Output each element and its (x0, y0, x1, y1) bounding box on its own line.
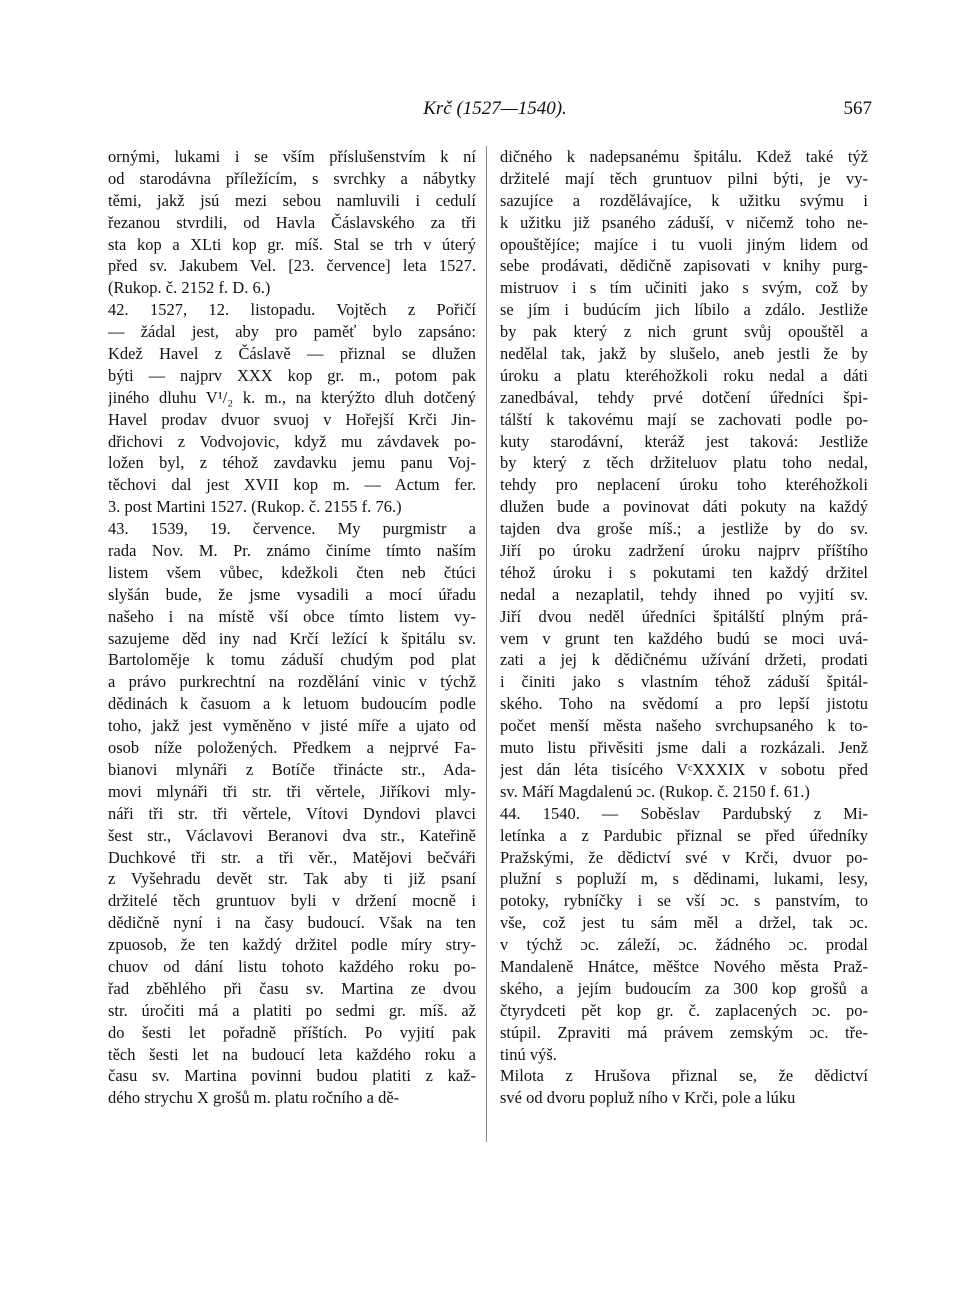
right-column (500, 146, 868, 1109)
left-column-line: těmi, jakž jsú mezi sebou namluvili i cedulí (108, 190, 476, 210)
left-column-line: šest str., Václavovi Beranovi dva str., Kateřině (108, 825, 476, 845)
right-column-line: k užitku již psaného záduší, v ničemž toho ne- (500, 212, 868, 232)
right-column-line: Pražskými, že dědictví své v Krči, dvuor po- (500, 847, 868, 867)
right-column-line: tinú výš. (500, 1044, 557, 1064)
left-column (108, 146, 476, 1109)
right-column-line: dlužen bude a povinovat dáti pokuty na každý (500, 497, 868, 517)
right-column-line: opouštějíce; majíce i tu vuoli jiným lidem od (500, 234, 868, 254)
right-column-line: zati a jej k dědičnému užívání držeti, prodati (500, 650, 868, 670)
page-number: 567 (843, 98, 872, 119)
left-column-line: řezanou stvrdili, od Havla Čáslavského za tři (108, 212, 476, 232)
left-column-line: str. úročiti má a platiti po sedmi gr. míš. až (108, 1000, 476, 1020)
left-column-line: dědičně nyní i na časy budoucí. Však na ten (108, 913, 476, 933)
right-column-line: Jiří po úroku zadržení úroku najprv příštího (500, 541, 868, 561)
left-column-line: Duchkové tři str. a tři věr., Matějovi bečváři (108, 847, 476, 867)
left-column-line: Havel prodav dvuor svuoj v Hořejší Krči Jin- (108, 409, 476, 429)
left-column-line: slyšán bude, že jsme vysadili a mocí úřadu (108, 584, 476, 604)
right-column-line: ského, a jejím budoucím za 300 kop grošů a (500, 978, 868, 998)
running-title: Krč (1527—1540). (423, 98, 567, 119)
left-column-line: dřichovi z Vodvojovic, když mu závdavek po- (108, 431, 476, 451)
right-column-line: čtyrydceti pět kop gr. č. zaplacených ɔc. po- (500, 1000, 868, 1020)
right-column-line: plužní s popluží m, s dědinami, lukami, lesy, (500, 869, 868, 889)
left-column-line: 3. post Martini 1527. (Rukop. č. 2155 f. 76.) (108, 497, 402, 517)
right-column-line: úroku a platu kteréhožkoli roku nedal a dáti (500, 365, 868, 385)
right-column-line: dičného k nadepsanému špitálu. Kdež také týž (500, 147, 868, 166)
left-column-line: náři tři str. tři věrtele, Vítovi Dyndovi plavci (108, 803, 476, 823)
right-column-line: jest dán léta tisícého VᶜXXXIX v sobotu před (500, 759, 868, 779)
right-column-line: vše, což jest tu sám měl a držel, tak ɔc. (500, 913, 868, 933)
right-column-line: téhož úroku i s pokutami ten každý držitel (500, 562, 868, 582)
left-column-line: ložen byl, z téhož zavdavku jemu panu Voj- (108, 453, 476, 473)
right-column-line: své od dvoru popluž ního v Krči, pole a lúku (500, 1088, 796, 1108)
right-column-line: vem v grunt ten každého budú se moci uvá- (500, 628, 868, 648)
left-column-line: (Rukop. č. 2152 f. D. 6.) (108, 278, 271, 298)
left-column-line: ornými, lukami i se vším příslušenstvím k ní (108, 147, 476, 166)
left-column-line: chuov od dání listu tohoto každého roku po- (108, 956, 476, 976)
left-column-line: osob níže položených. Předkem a nejprvé Fa- (108, 738, 476, 758)
column-divider (486, 146, 487, 1142)
right-column-line: Mandaleně Hnátce, měštce Nového města Praž- (500, 956, 868, 976)
left-column-line: sta kop a XLti kop gr. míš. Stal se trh v úterý (108, 234, 476, 254)
left-column-line: sazujeme děd iny nad Krčí ležící k špitálu sv. (108, 628, 476, 648)
left-column-line: od starodávna příležícím, s svrchky a nábytky (108, 168, 476, 188)
left-column-line: z Vyšehradu devět str. Tak aby ti již psaní (108, 869, 476, 889)
right-column-line: tehdy pro neplacení úroku toho kteréhožkoli (500, 475, 868, 495)
right-column-line: držitelé mají těch gruntuov pilni býti, je vy- (500, 168, 868, 188)
right-column-line: sebe prodávati, dědičně zapisovati v knihy purg- (500, 256, 868, 276)
left-column-line: rada Nov. M. Pr. známo činíme tímto naším (108, 541, 476, 561)
right-column-line: stúpil. Zpraviti má právem zemským ɔc. tře- (500, 1022, 868, 1042)
right-column-line: počet menší města našeho svrchupsaného k to- (500, 716, 868, 736)
left-column-line: do šesti let pořadně příštích. Po vyjití pak (108, 1022, 476, 1042)
left-column-line: těch šesti let na budoucí leta každého roku a (108, 1044, 476, 1064)
left-column-line: řad zběhlého při času sv. Martina ze dvou (108, 978, 476, 998)
left-column-line: těchovi dal jest XVII kop m. — Actum fer. (108, 475, 476, 495)
right-column-line: zanedbával, tehdy prvé dotčení úředníci špi- (500, 387, 868, 407)
left-column-line: listem všem vůbec, kdežkoli čten neb čtúci (108, 562, 476, 582)
left-column-line: a právo purkrechtní na rozdělání vinic v týchž (108, 672, 476, 692)
right-column-line: potoky, rybníčky i se vší ɔc. s panstvím, to (500, 891, 868, 911)
right-column-line: sv. Máří Magdalenú ɔc. (Rukop. č. 2150 f. 61.) (500, 781, 810, 801)
left-column-line: jiného dluhu V¹/₂ k. m., na kterýžto dluh dotčený (108, 387, 476, 407)
left-column-line: Bartoloměje k tomu záduší chudým pod plat (108, 650, 476, 670)
running-head (110, 98, 880, 120)
right-column-line: i činiti jako s vlastním téhož záduší špitál- (500, 672, 868, 692)
left-column-line: movi mlynáři tři str. tři věrtele, Jiříkovi mly- (108, 781, 476, 801)
right-column-line: tajden dva groše míš.; a jestliže by do sv. (500, 519, 868, 539)
right-column-line: letínka a z Pardubic přiznal se před úředníky (500, 825, 868, 845)
right-column-line: by pak který z nich grunt svůj opouštěl a (500, 322, 868, 342)
left-column-line: dého strychu X grošů m. platu ročního a dě- (108, 1088, 400, 1108)
left-column-line: 42. 1527, 12. listopadu. Vojtěch z Pořičí (108, 300, 476, 320)
left-column-line: Kdež Havel z Čáslavě — přiznal se dlužen (108, 344, 476, 364)
right-column-line: tálští k takovému mají se zachovati podle po- (500, 409, 868, 429)
right-column-line: nedal a nezaplatil, tehdy ihned po vyjití sv. (500, 584, 868, 604)
left-column-line: toho, jakž jest vyměněno v jisté míře a ujato od (108, 716, 476, 736)
right-column-line: by který z těch držiteluov platu toho nedal, (500, 453, 868, 473)
right-column-line: muto listu přivěsiti jsme dali a rozkázali. Jenž (500, 738, 868, 758)
left-column-line: býti — najprv XXX kop gr. m., potom pak (108, 365, 476, 385)
right-column-line: 44. 1540. — Soběslav Pardubský z Mi- (500, 803, 868, 823)
right-column-line: ského. Toho na svědomí a pro lepší jistotu (500, 694, 868, 714)
right-column-line: v týchž ɔc. záleží, ɔc. žádného ɔc. prodal (500, 935, 868, 955)
right-column-line: se jím i budúcím jich líbilo a zdálo. Jestliže (500, 300, 868, 320)
left-column-line: bianovi mlynáři z Botíče třinácte str., Ada- (108, 759, 476, 779)
left-column-line: našeho i na místě vší obce tímto listem vy- (108, 606, 476, 626)
left-column-line: — žádal jest, aby pro paměť bylo zapsáno: (108, 322, 476, 342)
right-column-line: sazujíce a rozdělávajíce, k užitku svýmu i (500, 190, 868, 210)
left-column-line: 43. 1539, 19. července. My purgmistr a (108, 519, 476, 539)
left-column-line: zpuosob, že ten každý držitel podle míry stry- (108, 935, 476, 955)
left-column-line: před sv. Jakubem Vel. [23. července] leta 1527. (108, 256, 476, 276)
right-column-line: Jiří dvou neděl úředníci špitálští plným prá- (500, 606, 868, 626)
left-column-line: dědinách k časuom a k letuom budoucím podle (108, 694, 476, 714)
left-column-line: času sv. Martina povinni budou platiti z kaž- (108, 1066, 476, 1086)
right-column-line: Milota z Hrušova přiznal se, že dědictví (500, 1066, 868, 1086)
right-column-line: mistruov i s tím učiniti jako s svým, což by (500, 278, 868, 298)
right-column-line: kuty starodávní, kteráž jest taková: Jestliže (500, 431, 868, 451)
left-column-line: držitelé těch gruntuov byli v držení mocně i (108, 891, 476, 911)
right-column-line: nedělal tak, jakž by slušelo, aneb jestli že by (500, 344, 868, 364)
